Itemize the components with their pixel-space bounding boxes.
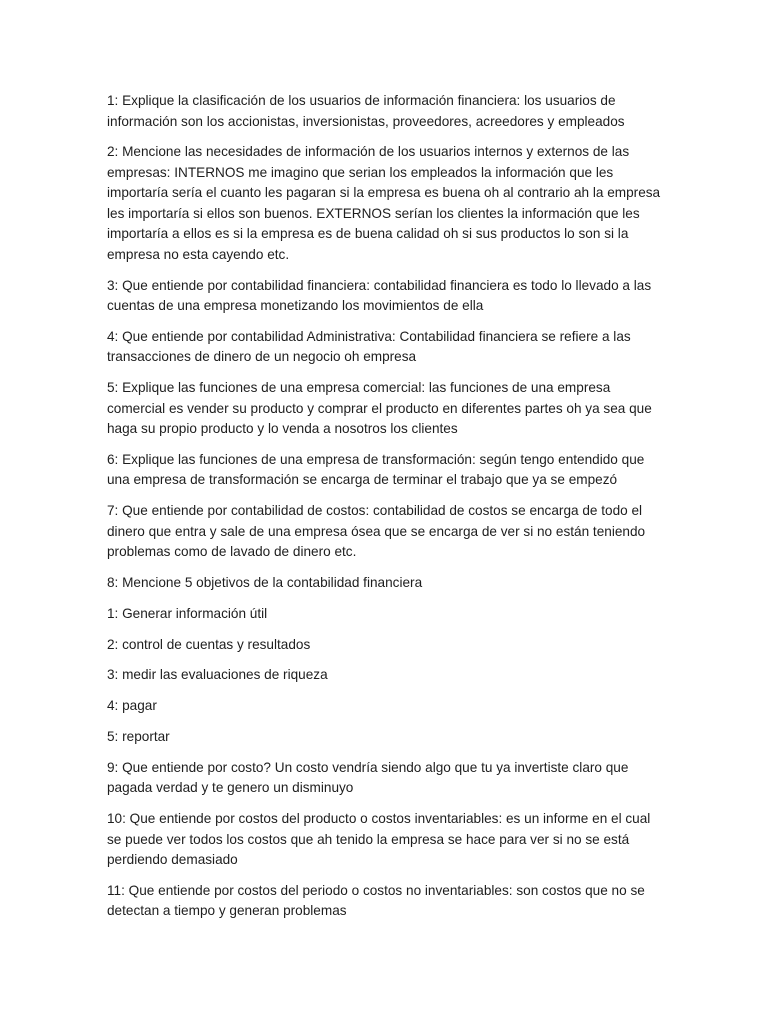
paragraph-q2: 2: Mencione las necesidades de información de los usuarios internos y externos de las empresas: INTERNOS me imagino que serian los empleados la información que les importaría sería el cuanto les pagaran si la empresa es buena oh al contrario ah la empresa les importaría si ellos son buenos. EXTERNOS serían los clientes la información que les importaría a ellos es si la empresa es de buena calidad oh si sus productos lo son si la empresa no esta cayendo etc.: [107, 144, 661, 262]
objective-item-3: 3: medir las evaluaciones de riqueza: [107, 667, 328, 683]
paragraph-q9: 9: Que entiende por costo? Un costo vendría siendo algo que tu ya invertiste claro que pagada verdad y te genero un disminuyo: [107, 759, 629, 796]
paragraph-q6: 6: Explique las funciones de una empresa de transformación: según tengo entendido que una empresa de transformación se encarga de terminar el trabajo que ya se empezó: [107, 451, 645, 488]
paragraph-q5: 5: Explique las funciones de una empresa comercial: las funciones de una empresa comercial es vender su producto y comprar el producto en diferentes partes oh ya sea que haga su propio producto y lo venda a nosotros los clientes: [107, 380, 652, 437]
paragraph-q4: 4: Que entiende por contabilidad Administrativa: Contabilidad financiera se refiere a las transacciones de dinero de un negocio oh empresa: [107, 328, 631, 365]
objective-item-2: 2: control de cuentas y resultados: [107, 636, 311, 652]
paragraph-q3: 3: Que entiende por contabilidad financiera: contabilidad financiera es todo lo llevado a las cuentas de una empresa monetizando los movimientos de ella: [107, 277, 652, 314]
paragraph-q8: 8: Mencione 5 objetivos de la contabilidad financiera: [107, 575, 423, 591]
paragraph-q10: 10: Que entiende por costos del producto o costos inventariables: es un informe en el cual se puede ver todos los costos que ah tenido la empresa se hace para ver si no se está perdiendo demasiado: [107, 811, 651, 868]
paragraph-q7: 7: Que entiende por contabilidad de costos: contabilidad de costos se encarga de todo el dinero que entra y sale de una empresa ósea que se encarga de ver si no están teniendo problemas como de lavado de dinero etc.: [107, 503, 646, 560]
objective-item-5: 5: reportar: [107, 729, 170, 745]
document-body: [107, 91, 667, 932]
objective-item-1: 1: Generar información útil: [107, 605, 268, 621]
paragraph-q1: 1: Explique la clasificación de los usuarios de información financiera: los usuarios de información son los accionistas, inversionistas, proveedores, acreedores y empleados: [107, 93, 625, 129]
paragraph-q11: 11: Que entiende por costos del periodo o costos no inventariables: son costos que no se detectan a tiempo y generan problemas: [107, 882, 645, 919]
objective-item-4: 4: pagar: [107, 698, 157, 714]
